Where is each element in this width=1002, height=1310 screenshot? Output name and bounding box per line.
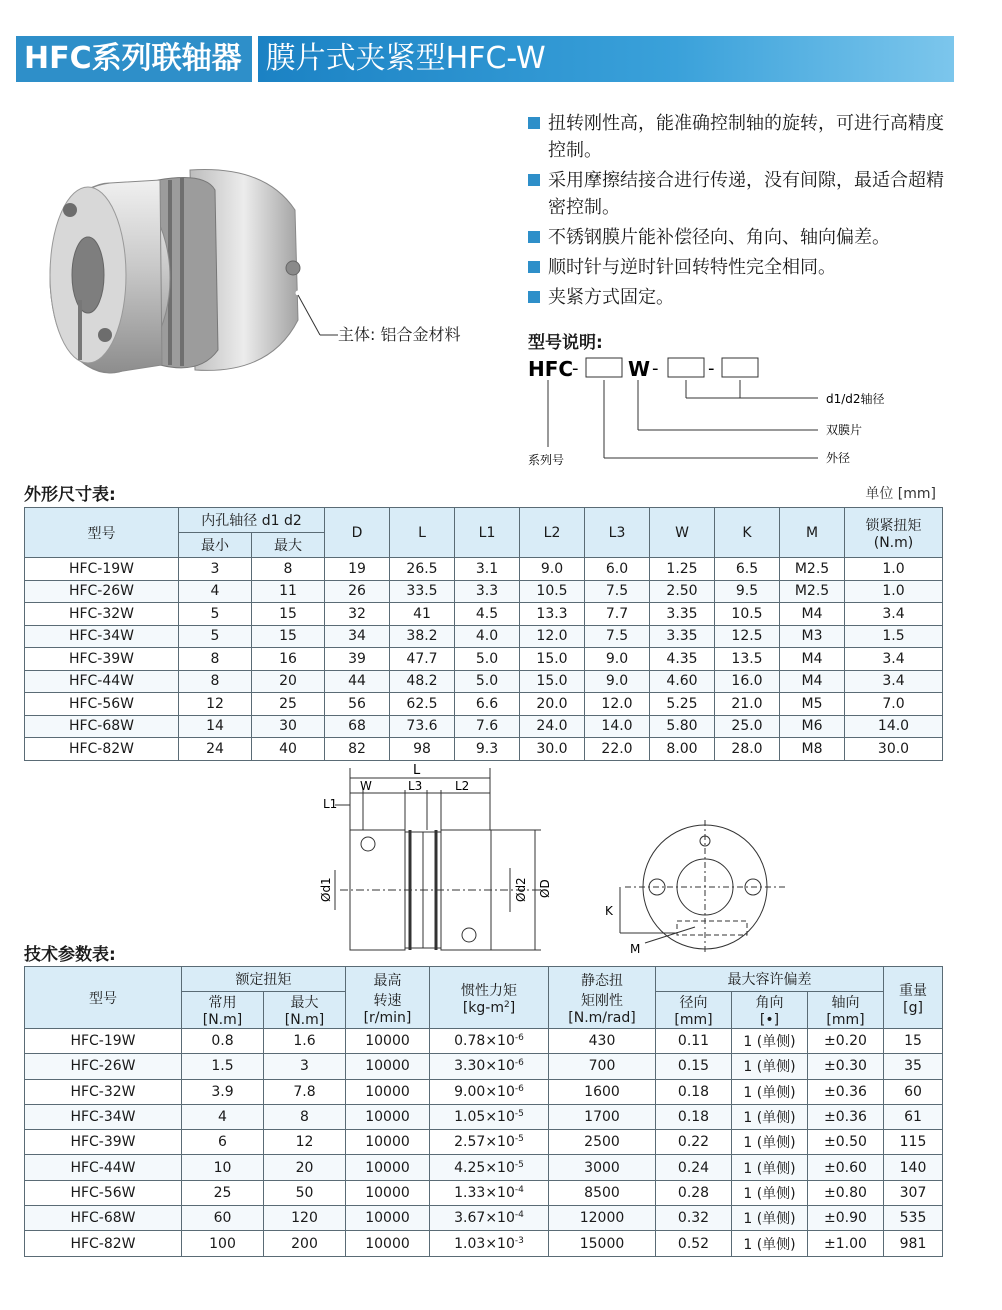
weight-cell: 61 (884, 1104, 943, 1129)
tcol-weight: 重量 [g] (884, 967, 943, 1029)
normal-cell: 60 (182, 1206, 264, 1231)
value-cell: 16.0 (715, 670, 780, 693)
angular-cell: 1 (单侧) (732, 1180, 808, 1205)
feature-item: 不锈钢膜片能补偿径向、角向、轴向偏差。 (528, 224, 948, 251)
table-row (25, 580, 943, 603)
svg-text:-: - (708, 358, 715, 379)
value-cell: 8 (179, 670, 252, 693)
value-cell: 24 (179, 738, 252, 761)
value-cell: 6.0 (585, 558, 650, 581)
label-double: 双膜片 (826, 423, 863, 437)
dimension-table (24, 507, 943, 761)
value-cell: 7.6 (455, 715, 520, 738)
value-cell: 1.0 (845, 580, 943, 603)
weight-cell: 307 (884, 1180, 943, 1205)
col-bore-min: 最小 (179, 533, 252, 558)
value-cell: 4.35 (650, 648, 715, 671)
radial-cell: 0.15 (656, 1054, 732, 1079)
angular-cell: 1 (单侧) (732, 1079, 808, 1104)
value-cell: 19 (325, 558, 390, 581)
normal-cell: 4 (182, 1104, 264, 1129)
weight-cell: 35 (884, 1054, 943, 1079)
bore-hole (72, 237, 104, 313)
table-row (25, 603, 943, 626)
speed-cell: 10000 (346, 1029, 430, 1054)
col-L1: L1 (455, 508, 520, 558)
svg-text:ØD: ØD (538, 879, 552, 898)
value-cell: 41 (390, 603, 455, 626)
max-cell: 1.6 (264, 1029, 346, 1054)
value-cell: 1.25 (650, 558, 715, 581)
weight-cell: 535 (884, 1206, 943, 1231)
label-outer-dia: 外径 (826, 451, 851, 465)
normal-cell: 100 (182, 1231, 264, 1256)
tcol-radial: 径向 [mm] (656, 992, 732, 1029)
angular-cell: 1 (单侧) (732, 1130, 808, 1155)
col-D: D (325, 508, 390, 558)
value-cell: 7.0 (845, 693, 943, 716)
table-row (25, 1130, 943, 1155)
axial-cell: ±0.80 (808, 1180, 884, 1205)
value-cell: M4 (780, 648, 845, 671)
square-bullet-icon (528, 291, 540, 303)
tcol-speed: 最高 转速 [r/min] (346, 967, 430, 1029)
col-K: K (715, 508, 780, 558)
stiff-cell: 8500 (549, 1180, 656, 1205)
speed-cell: 10000 (346, 1054, 430, 1079)
radial-cell: 0.32 (656, 1206, 732, 1231)
value-cell: 3.4 (845, 603, 943, 626)
weight-cell: 981 (884, 1231, 943, 1256)
svg-text:K: K (605, 904, 613, 918)
value-cell: 40 (252, 738, 325, 761)
table-row (25, 1029, 943, 1054)
value-cell: 7.5 (585, 625, 650, 648)
model-cell: HFC-19W (25, 1029, 182, 1054)
value-cell: M3 (780, 625, 845, 648)
angular-cell: 1 (单侧) (732, 1054, 808, 1079)
value-cell: 15.0 (520, 670, 585, 693)
value-cell: 5.0 (455, 670, 520, 693)
col-L2: L2 (520, 508, 585, 558)
value-cell: 3.3 (455, 580, 520, 603)
value-cell: 13.5 (715, 648, 780, 671)
table-row (25, 738, 943, 761)
value-cell: 56 (325, 693, 390, 716)
feature-list (528, 110, 948, 314)
value-cell: 8.00 (650, 738, 715, 761)
inertia-cell: $2.57\times 10^{-5}$ (430, 1130, 549, 1155)
value-cell: 34 (325, 625, 390, 648)
side-view-drawing (305, 760, 565, 960)
max-cell: 120 (264, 1206, 346, 1231)
value-cell: 3 (179, 558, 252, 581)
table-row (25, 670, 943, 693)
value-cell: 12 (179, 693, 252, 716)
inertia-cell: $0.78\times 10^{-6}$ (430, 1029, 549, 1054)
weight-cell: 60 (884, 1079, 943, 1104)
radial-cell: 0.18 (656, 1079, 732, 1104)
speed-cell: 10000 (346, 1231, 430, 1256)
tcol-misalign: 最大容许偏差 (656, 967, 884, 992)
model-cell: HFC-44W (25, 1155, 182, 1180)
inertia-cell: $9.00\times 10^{-6}$ (430, 1079, 549, 1104)
tcol-stiffness: 静态扭 矩刚性 [N.m/rad] (549, 967, 656, 1029)
square-bullet-icon (528, 117, 540, 129)
table-row (25, 1104, 943, 1129)
set-screw (286, 261, 300, 275)
label-bore: d1/d2轴径 (826, 392, 885, 406)
value-cell: 11 (252, 580, 325, 603)
angular-cell: 1 (单侧) (732, 1104, 808, 1129)
value-cell: 15.0 (520, 648, 585, 671)
value-cell: 48.2 (390, 670, 455, 693)
value-cell: M2.5 (780, 580, 845, 603)
square-bullet-icon (528, 231, 540, 243)
tcol-model: 型号 (25, 967, 182, 1029)
tcol-inertia: 惯性力矩 $[kg-m^2]$ (430, 967, 549, 1029)
svg-text:Ød2: Ød2 (514, 877, 528, 902)
value-cell: 16 (252, 648, 325, 671)
value-cell: 33.5 (390, 580, 455, 603)
value-cell: 73.6 (390, 715, 455, 738)
svg-text:M: M (630, 942, 641, 956)
stiff-cell: 700 (549, 1054, 656, 1079)
model-cell: HFC-39W (25, 648, 179, 671)
feature-item: 夹紧方式固定。 (528, 284, 948, 311)
tech-section-title: 技术参数表: (24, 945, 116, 965)
value-cell: 26 (325, 580, 390, 603)
normal-cell: 6 (182, 1130, 264, 1155)
value-cell: 5.25 (650, 693, 715, 716)
model-prefix: HFC (528, 357, 574, 381)
axial-cell: ±1.00 (808, 1231, 884, 1256)
weight-cell: 115 (884, 1130, 943, 1155)
value-cell: 13.3 (520, 603, 585, 626)
radial-cell: 0.28 (656, 1180, 732, 1205)
svg-text:-: - (572, 358, 579, 379)
axial-cell: ±0.36 (808, 1079, 884, 1104)
speed-cell: 10000 (346, 1104, 430, 1129)
col-L3: L3 (585, 508, 650, 558)
value-cell: 32 (325, 603, 390, 626)
value-cell: 15 (252, 603, 325, 626)
stiff-cell: 1600 (549, 1079, 656, 1104)
model-cell: HFC-34W (25, 1104, 182, 1129)
value-cell: 5.80 (650, 715, 715, 738)
value-cell: 26.5 (390, 558, 455, 581)
speed-cell: 10000 (346, 1155, 430, 1180)
tcol-angular: 角向 [•] (732, 992, 808, 1029)
axial-cell: ±0.20 (808, 1029, 884, 1054)
value-cell: 5.0 (455, 648, 520, 671)
value-cell: 38.2 (390, 625, 455, 648)
max-cell: 50 (264, 1180, 346, 1205)
model-cell: HFC-68W (25, 1206, 182, 1231)
normal-cell: 10 (182, 1155, 264, 1180)
value-cell: 4.0 (455, 625, 520, 648)
col-M: M (780, 508, 845, 558)
value-cell: 25 (252, 693, 325, 716)
page-header (16, 36, 954, 82)
product-title: 膜片式夹紧型HFC-W (258, 36, 954, 82)
table-row (25, 715, 943, 738)
value-cell: 3.35 (650, 603, 715, 626)
angular-cell: 1 (单侧) (732, 1231, 808, 1256)
value-cell: 3.4 (845, 670, 943, 693)
max-cell: 12 (264, 1130, 346, 1155)
value-cell: 9.0 (585, 648, 650, 671)
max-cell: 7.8 (264, 1079, 346, 1104)
model-cell: HFC-44W (25, 670, 179, 693)
col-model: 型号 (25, 508, 179, 558)
value-cell: 9.5 (715, 580, 780, 603)
table-row (25, 648, 943, 671)
model-cell: HFC-82W (25, 738, 179, 761)
value-cell: M2.5 (780, 558, 845, 581)
front-view-drawing (595, 815, 785, 965)
value-cell: 9.3 (455, 738, 520, 761)
stiff-cell: 430 (549, 1029, 656, 1054)
value-cell: 82 (325, 738, 390, 761)
tcol-rated: 额定扭矩 (182, 967, 346, 992)
value-cell: 5 (179, 603, 252, 626)
col-torque: 锁紧扭矩 (N.m) (845, 508, 943, 558)
value-cell: M4 (780, 670, 845, 693)
axial-cell: ±0.50 (808, 1130, 884, 1155)
max-cell: 200 (264, 1231, 346, 1256)
dim-section-title: 外形尺寸表: (24, 485, 116, 505)
svg-text:W: W (360, 779, 372, 793)
model-cell: HFC-56W (25, 693, 179, 716)
tcol-max: 最大 [N.m] (264, 992, 346, 1029)
feature-item: 顺时针与逆时针回转特性完全相同。 (528, 254, 948, 281)
value-cell: 44 (325, 670, 390, 693)
col-L: L (390, 508, 455, 558)
table-row (25, 1155, 943, 1180)
square-bullet-icon (528, 174, 540, 186)
value-cell: 10.5 (715, 603, 780, 626)
radial-cell: 0.18 (656, 1104, 732, 1129)
technical-table (24, 966, 943, 1257)
table-row (25, 558, 943, 581)
value-cell: 22.0 (585, 738, 650, 761)
tcol-normal: 常用 [N.m] (182, 992, 264, 1029)
value-cell: 3.1 (455, 558, 520, 581)
svg-text:Ød1: Ød1 (319, 877, 333, 902)
model-w: W (628, 357, 651, 381)
max-cell: 8 (264, 1104, 346, 1129)
normal-cell: 3.9 (182, 1079, 264, 1104)
feature-item: 扭转刚性高，能准确控制轴的旋转，可进行高精度控制。 (528, 110, 948, 164)
value-cell: M8 (780, 738, 845, 761)
weight-cell: 15 (884, 1029, 943, 1054)
value-cell: 39 (325, 648, 390, 671)
feature-item: 采用摩擦结接合进行传递，没有间隙，最适合超精密控制。 (528, 167, 948, 221)
value-cell: M6 (780, 715, 845, 738)
value-cell: 4 (179, 580, 252, 603)
value-cell: 21.0 (715, 693, 780, 716)
stiff-cell: 1700 (549, 1104, 656, 1129)
inertia-cell: $1.33\times 10^{-4}$ (430, 1180, 549, 1205)
max-cell: 20 (264, 1155, 346, 1180)
table-row (25, 693, 943, 716)
value-cell: 9.0 (520, 558, 585, 581)
value-cell: 10.5 (520, 580, 585, 603)
model-explain-title: 型号说明: (528, 333, 603, 353)
value-cell: 8 (179, 648, 252, 671)
stiff-cell: 3000 (549, 1155, 656, 1180)
square-bullet-icon (528, 261, 540, 273)
value-cell: 4.5 (455, 603, 520, 626)
value-cell: 9.0 (585, 670, 650, 693)
table-row (25, 1231, 943, 1256)
series-title: HFC系列联轴器 (16, 36, 252, 82)
model-cell: HFC-68W (25, 715, 179, 738)
value-cell: 62.5 (390, 693, 455, 716)
value-cell: 12.5 (715, 625, 780, 648)
angular-cell: 1 (单侧) (732, 1206, 808, 1231)
value-cell: 20.0 (520, 693, 585, 716)
max-cell: 3 (264, 1054, 346, 1079)
value-cell: 15 (252, 625, 325, 648)
col-W: W (650, 508, 715, 558)
unit-label: 单位 [mm] (865, 486, 936, 502)
stiff-cell: 2500 (549, 1130, 656, 1155)
weight-cell: 140 (884, 1155, 943, 1180)
stiff-cell: 15000 (549, 1231, 656, 1256)
value-cell: 12.0 (585, 693, 650, 716)
model-cell: HFC-32W (25, 1079, 182, 1104)
value-cell: 25.0 (715, 715, 780, 738)
inertia-cell: $3.67\times 10^{-4}$ (430, 1206, 549, 1231)
table-row (25, 1054, 943, 1079)
value-cell: 6.6 (455, 693, 520, 716)
model-cell: HFC-19W (25, 558, 179, 581)
svg-text:L: L (413, 763, 421, 778)
model-cell: HFC-82W (25, 1231, 182, 1256)
svg-text:L2: L2 (455, 779, 470, 793)
value-cell: 7.7 (585, 603, 650, 626)
axial-cell: ±0.90 (808, 1206, 884, 1231)
value-cell: 14 (179, 715, 252, 738)
model-cell: HFC-34W (25, 625, 179, 648)
model-cell: HFC-56W (25, 1180, 182, 1205)
table-row (25, 1180, 943, 1205)
outer-dia-box (586, 358, 622, 377)
value-cell: 24.0 (520, 715, 585, 738)
value-cell: 20 (252, 670, 325, 693)
value-cell: M4 (780, 603, 845, 626)
value-cell: 30.0 (520, 738, 585, 761)
value-cell: 47.7 (390, 648, 455, 671)
col-bore: 内孔轴径 d1 d2 (179, 508, 325, 533)
angular-cell: 1 (单侧) (732, 1029, 808, 1054)
value-cell: 4.60 (650, 670, 715, 693)
radial-cell: 0.52 (656, 1231, 732, 1256)
svg-text:L1: L1 (323, 797, 338, 811)
axial-cell: ±0.30 (808, 1054, 884, 1079)
value-cell: 28.0 (715, 738, 780, 761)
speed-cell: 10000 (346, 1180, 430, 1205)
speed-cell: 10000 (346, 1130, 430, 1155)
value-cell: 68 (325, 715, 390, 738)
normal-cell: 0.8 (182, 1029, 264, 1054)
bore2-box (722, 358, 758, 377)
angular-cell: 1 (单侧) (732, 1155, 808, 1180)
value-cell: 12.0 (520, 625, 585, 648)
material-callout: 主体: 铝合金材料 (338, 325, 461, 344)
value-cell: 1.5 (845, 625, 943, 648)
table-row (25, 1079, 943, 1104)
table-row (25, 1206, 943, 1231)
inertia-cell: $1.03\times 10^{-3}$ (430, 1231, 549, 1256)
table-row (25, 625, 943, 648)
value-cell: 3.35 (650, 625, 715, 648)
speed-cell: 10000 (346, 1206, 430, 1231)
axial-cell: ±0.60 (808, 1155, 884, 1180)
model-cell: HFC-26W (25, 580, 179, 603)
normal-cell: 1.5 (182, 1054, 264, 1079)
tcol-axial: 轴向 [mm] (808, 992, 884, 1029)
bore1-box (668, 358, 704, 377)
value-cell: 7.5 (585, 580, 650, 603)
axial-cell: ±0.36 (808, 1104, 884, 1129)
value-cell: 2.50 (650, 580, 715, 603)
value-cell: 30 (252, 715, 325, 738)
speed-cell: 10000 (346, 1079, 430, 1104)
value-cell: M5 (780, 693, 845, 716)
value-cell: 3.4 (845, 648, 943, 671)
value-cell: 6.5 (715, 558, 780, 581)
svg-text:L3: L3 (408, 779, 423, 793)
value-cell: 5 (179, 625, 252, 648)
inertia-cell: $4.25\times 10^{-5}$ (430, 1155, 549, 1180)
radial-cell: 0.24 (656, 1155, 732, 1180)
value-cell: 1.0 (845, 558, 943, 581)
model-cell: HFC-32W (25, 603, 179, 626)
stiff-cell: 12000 (549, 1206, 656, 1231)
value-cell: 98 (390, 738, 455, 761)
value-cell: 14.0 (585, 715, 650, 738)
label-series: 系列号 (528, 453, 565, 467)
svg-text:-: - (652, 358, 659, 379)
value-cell: 8 (252, 558, 325, 581)
radial-cell: 0.11 (656, 1029, 732, 1054)
col-bore-max: 最大 (252, 533, 325, 558)
value-cell: 14.0 (845, 715, 943, 738)
value-cell: 30.0 (845, 738, 943, 761)
model-cell: HFC-39W (25, 1130, 182, 1155)
inertia-cell: $3.30\times 10^{-6}$ (430, 1054, 549, 1079)
inertia-cell: $1.05\times 10^{-5}$ (430, 1104, 549, 1129)
coupling-photo (40, 150, 340, 390)
radial-cell: 0.22 (656, 1130, 732, 1155)
model-cell: HFC-26W (25, 1054, 182, 1079)
model-code-diagram (520, 352, 920, 472)
normal-cell: 25 (182, 1180, 264, 1205)
